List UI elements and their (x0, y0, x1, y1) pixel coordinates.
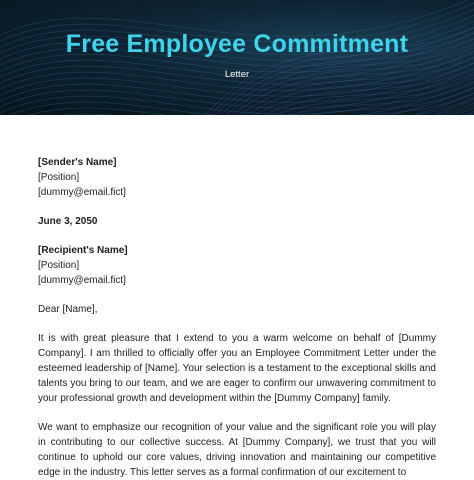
header-banner (0, 0, 474, 115)
sender-position: [Position] (38, 172, 80, 183)
sender-name: [Sender's Name] (38, 157, 117, 168)
salutation: Dear [Name], (38, 304, 98, 315)
document-title: Free Employee Commitment (65, 30, 409, 58)
body-paragraph: It is with great pleasure that I extend to you a warm welcome on behalf of [Dummy Company]. I am thrilled to officially offer you an Employee Commitment Letter under the esteemed leadership of [Name]. Your selection is a testament to the exceptional skills and talents you bring to our team, and we are eager to confirm our unwavering commitment to your professional growth and development within the [Dummy Company] family. (38, 333, 436, 404)
document-subtitle: Letter (224, 69, 250, 80)
recipient-name: [Recipient's Name] (38, 245, 128, 256)
sender-email: [dummy@email.fict] (38, 187, 126, 198)
letter-date: June 3, 2050 (38, 216, 98, 227)
recipient-position: [Position] (38, 260, 80, 271)
recipient-email: [dummy@email.fict] (38, 275, 126, 286)
letter-body (38, 155, 436, 480)
body-paragraph: We want to emphasize our recognition of your value and the significant role you will play in contributing to our collective success. At [Dummy Company], we trust that you will continue to uphold our core values, driving innovation and maintaining our competitive edge in the industry. This letter serves as a formal confirmation of our excitement to (38, 422, 436, 478)
